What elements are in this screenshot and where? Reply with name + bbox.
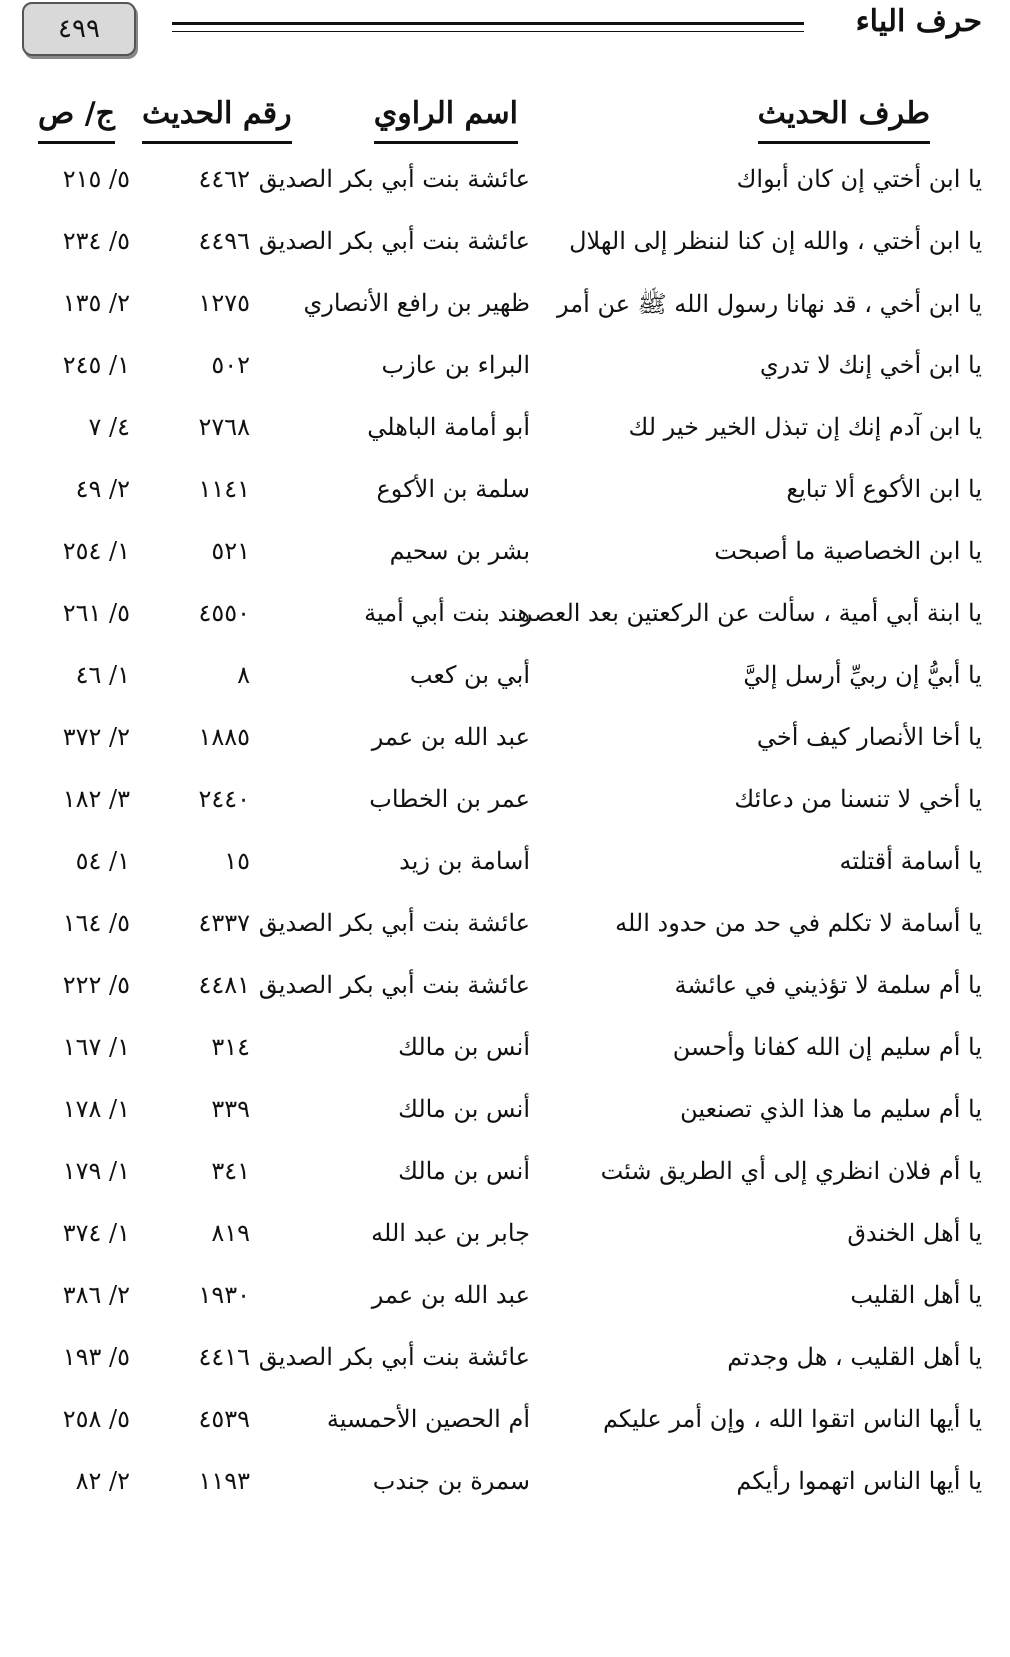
hadith-number: ٣٤١ [211, 1157, 250, 1185]
hadith-number: ٣٣٩ [211, 1095, 250, 1123]
narrator-name: سلمة بن الأكوع [376, 475, 530, 503]
table-row [0, 713, 1010, 775]
hadith-number: ٥٢١ [211, 537, 250, 565]
hadith-number: ٤٥٥٠ [198, 599, 250, 627]
narrator-name: أنس بن مالك [398, 1033, 530, 1061]
narrator-name: أنس بن مالك [398, 1157, 530, 1185]
table-row [0, 1023, 1010, 1085]
hadith-text: يا ابن الأكوع ألا تبايع [786, 475, 982, 503]
narrator-name: أسامة بن زيد [399, 847, 530, 875]
hadith-number: ٢٤٤٠ [198, 785, 250, 813]
volume-page-ref: ٥/ ٢١٥ [62, 165, 130, 193]
hadith-text: يا ابنة أبي أمية ، سألت عن الركعتين بعد العصر [520, 599, 982, 627]
narrator-name: عمر بن الخطاب [369, 785, 530, 813]
hadith-number: ٤٣٣٧ [198, 909, 250, 937]
page-number: ٤٩٩ [22, 2, 136, 56]
hadith-number: ١٨٨٥ [198, 723, 250, 751]
hadith-number: ٣١٤ [211, 1033, 250, 1061]
hadith-number: ٤٥٣٩ [198, 1405, 250, 1433]
hadith-text: يا ابن أختي ، والله إن كنا لننظر إلى الهلال [569, 227, 982, 255]
narrator-name: أبي بن كعب [409, 661, 530, 689]
narrator-name: أم الحصين الأحمسية [326, 1405, 530, 1433]
narrator-name: البراء بن عازب [381, 351, 530, 379]
table-row [0, 961, 1010, 1023]
table-row [0, 279, 1010, 341]
table-row [0, 651, 1010, 713]
volume-page-ref: ١/ ٥٤ [75, 847, 130, 875]
hadith-text: يا أخي لا تنسنا من دعائك [734, 785, 982, 813]
volume-page-ref: ١/ ٢٤٥ [62, 351, 130, 379]
hadith-text: يا ابن أخي ، قد نهانا رسول الله ﷺ عن أمر [557, 290, 982, 318]
narrator-name: عائشة بنت أبي بكر الصديق [258, 165, 530, 193]
hadith-text: يا ابن آدم إنك إن تبذل الخير خير لك [628, 413, 982, 441]
volume-page-ref: ٢/ ١٣٥ [62, 289, 130, 317]
narrator-name: بشر بن سحيم [389, 537, 530, 565]
hadith-number: ٨١٩ [211, 1219, 250, 1247]
hadith-number: ٤٤١٦ [198, 1343, 250, 1371]
narrator-name: عائشة بنت أبي بكر الصديق [258, 909, 530, 937]
hadith-number: ١٥ [224, 847, 250, 875]
volume-page-ref: ٢/ ٨٢ [75, 1467, 130, 1495]
narrator-name: جابر بن عبد الله [371, 1219, 530, 1247]
hadith-text: يا أهل الخندق [847, 1219, 982, 1247]
volume-page-ref: ٥/ ٢٢٢ [62, 971, 130, 999]
hadith-text: يا أم سليم إن الله كفانا وأحسن [672, 1033, 982, 1061]
table-row [0, 1333, 1010, 1395]
table-row [0, 1147, 1010, 1209]
table-row [0, 155, 1010, 217]
table-row [0, 341, 1010, 403]
table-row [0, 527, 1010, 589]
narrator-name: عائشة بنت أبي بكر الصديق [258, 1343, 530, 1371]
table-row [0, 837, 1010, 899]
table-row [0, 403, 1010, 465]
hadith-number: ١١٩٣ [198, 1467, 250, 1495]
hadith-number: ٨ [237, 661, 250, 689]
table-row [0, 1085, 1010, 1147]
hadith-text: يا أم سليم ما هذا الذي تصنعين [680, 1095, 982, 1123]
narrator-name: سمرة بن جندب [372, 1467, 530, 1495]
column-header-ref: ج/ ص [38, 96, 115, 144]
volume-page-ref: ٥/ ٢٦١ [62, 599, 130, 627]
volume-page-ref: ١/ ١٧٨ [62, 1095, 130, 1123]
table-row [0, 589, 1010, 651]
hadith-text: يا أيها الناس اتهموا رأيكم [736, 1467, 982, 1495]
volume-page-ref: ١/ ١٧٩ [62, 1157, 130, 1185]
hadith-number: ٤٤٨١ [198, 971, 250, 999]
hadith-text: يا أسامة لا تكلم في حد من حدود الله [615, 909, 982, 937]
volume-page-ref: ٥/ ١٦٤ [62, 909, 130, 937]
hadith-text: يا أخا الأنصار كيف أخي [756, 723, 982, 751]
hadith-number: ٥٠٢ [211, 351, 250, 379]
volume-page-ref: ٥/ ٢٥٨ [62, 1405, 130, 1433]
header-rule-thin [172, 31, 804, 32]
hadith-number: ١٩٣٠ [198, 1281, 250, 1309]
volume-page-ref: ٤/ ٧ [88, 413, 130, 441]
hadith-text: يا أسامة أقتلته [839, 847, 982, 875]
narrator-name: أنس بن مالك [398, 1095, 530, 1123]
volume-page-ref: ١/ ٤٦ [75, 661, 130, 689]
volume-page-ref: ٢/ ٣٨٦ [62, 1281, 130, 1309]
volume-page-ref: ١/ ٢٥٤ [62, 537, 130, 565]
volume-page-ref: ٣/ ١٨٢ [62, 785, 130, 813]
column-header-text: طرف الحديث [758, 96, 930, 144]
narrator-name: عائشة بنت أبي بكر الصديق [258, 971, 530, 999]
table-row [0, 1271, 1010, 1333]
narrator-name: أبو أمامة الباهلي [367, 413, 530, 441]
column-header-narrator: اسم الراوي [374, 96, 518, 144]
hadith-text: يا ابن الخصاصية ما أصبحت [714, 537, 982, 565]
hadith-number: ١١٤١ [198, 475, 250, 503]
hadith-text: يا أم فلان انظري إلى أي الطريق شئت [600, 1157, 982, 1185]
narrator-name: عبد الله بن عمر [371, 723, 530, 751]
hadith-text: يا أم سلمة لا تؤذيني في عائشة [674, 971, 982, 999]
table-row [0, 1457, 1010, 1519]
header-rule [172, 22, 804, 25]
narrator-name: عائشة بنت أبي بكر الصديق [258, 227, 530, 255]
volume-page-ref: ١/ ٣٧٤ [62, 1219, 130, 1247]
volume-page-ref: ٥/ ٢٣٤ [62, 227, 130, 255]
narrator-name: ظهير بن رافع الأنصاري [303, 289, 530, 317]
hadith-text: يا ابن أختي إن كان أبواك [736, 165, 982, 193]
volume-page-ref: ٢/ ٣٧٢ [62, 723, 130, 751]
hadith-text: يا أبيُّ إن ربيِّ أرسل إليَّ [743, 661, 982, 689]
hadith-text: يا أهل القليب [850, 1281, 982, 1309]
table-row [0, 1395, 1010, 1457]
hadith-index-table [0, 155, 1010, 1519]
table-row [0, 775, 1010, 837]
hadith-text: يا ابن أخي إنك لا تدري [759, 351, 982, 379]
volume-page-ref: ١/ ١٦٧ [62, 1033, 130, 1061]
table-row [0, 1209, 1010, 1271]
volume-page-ref: ٢/ ٤٩ [75, 475, 130, 503]
narrator-name: عبد الله بن عمر [371, 1281, 530, 1309]
hadith-number: ٤٤٩٦ [198, 227, 250, 255]
hadith-number: ١٢٧٥ [198, 289, 250, 317]
volume-page-ref: ٥/ ١٩٣ [62, 1343, 130, 1371]
hadith-number: ٤٤٦٢ [198, 165, 250, 193]
hadith-text: يا أيها الناس اتقوا الله ، وإن أمر عليكم [602, 1405, 982, 1433]
narrator-name: هند بنت أبي أمية [364, 599, 530, 627]
table-row [0, 899, 1010, 961]
table-row [0, 217, 1010, 279]
section-title: حرف الياء [855, 4, 982, 39]
table-row [0, 465, 1010, 527]
hadith-number: ٢٧٦٨ [198, 413, 250, 441]
column-header-number: رقم الحديث [142, 96, 292, 144]
hadith-text: يا أهل القليب ، هل وجدتم [727, 1343, 982, 1371]
